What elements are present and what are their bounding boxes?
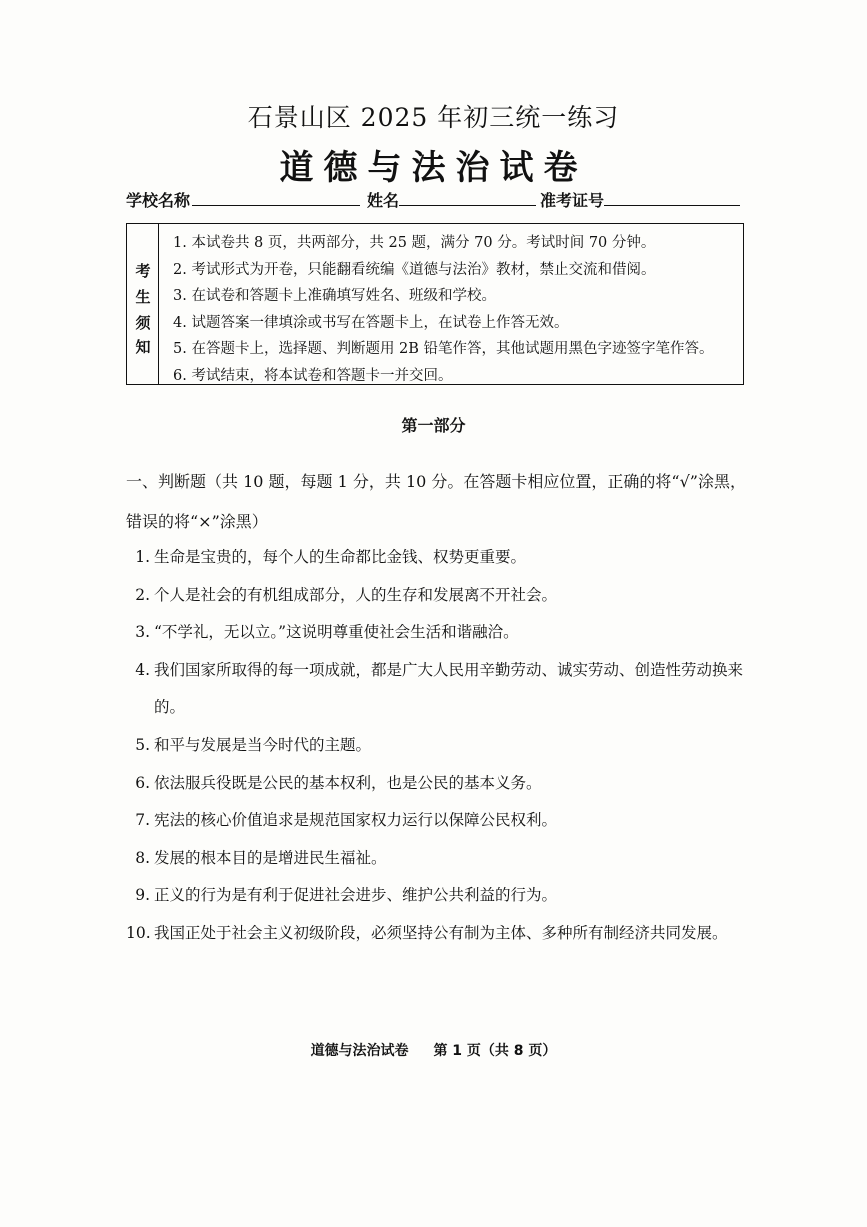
notice-side-label xyxy=(127,224,159,384)
question-item xyxy=(126,652,756,727)
question-text: 我国正处于社会主义初级阶段，必须坚持公有制为主体、多种所有制经济共同发展。 xyxy=(154,923,728,942)
student-info-row xyxy=(126,188,741,212)
notice-side-char: 生 xyxy=(135,288,151,306)
question-text: 正义的行为是有利于促进社会进步、维护公共利益的行为。 xyxy=(154,886,558,905)
student-name-label: 姓名 xyxy=(367,191,400,210)
notice-side-char: 考 xyxy=(135,262,151,280)
footer-page-number: 第 1 页（共 8 页） xyxy=(433,1043,557,1059)
question-number: 3. xyxy=(135,623,150,642)
notice-side-char: 须 xyxy=(135,314,151,332)
question-number: 10. xyxy=(126,923,151,942)
notice-list xyxy=(173,230,743,389)
page-footer xyxy=(0,1040,867,1060)
notice-item: 1. 本试卷共 8 页，共两部分，共 25 题，满分 70 分。考试时间 70 分钟。 xyxy=(173,235,656,251)
question-text: 和平与发展是当今时代的主题。 xyxy=(154,735,372,754)
question-text: 个人是社会的有机组成部分，人的生存和发展离不开社会。 xyxy=(154,585,558,604)
notice-item: 4. 试题答案一律填涂或书写在答题卡上，在试卷上作答无效。 xyxy=(173,314,569,331)
exam-id-field[interactable] xyxy=(604,205,740,206)
question-number: 8. xyxy=(135,848,150,867)
question-item xyxy=(126,577,756,615)
question-text: 生命是宝贵的，每个人的生命都比金钱、权势更重要。 xyxy=(154,548,527,566)
notice-side-char: 知 xyxy=(135,338,151,356)
question-text: 我们国家所取得的每一项成就，都是广大人民用辛勤劳动、诚实劳动、创造性劳动换来的。 xyxy=(154,660,744,717)
question-number: 7. xyxy=(135,811,150,830)
section-instruction: 一、判断题（共 10 题，每题 1 分，共 10 分。在答题卡相应位置，正确的将“√”涂黑， xyxy=(126,472,746,491)
footer-subject: 道德与法治试卷 xyxy=(310,1043,409,1059)
question-item xyxy=(126,539,756,577)
question-item xyxy=(126,802,756,840)
notice-item: 5. 在答题卡上，选择题、判断题用 2B 铅笔作答，其他试题用黑色字迹签字笔作答。 xyxy=(173,341,714,357)
exam-id-label: 准考证号 xyxy=(540,191,605,210)
exam-notice-box xyxy=(126,223,744,385)
question-item xyxy=(126,840,756,878)
question-number: 2. xyxy=(135,585,150,604)
question-item xyxy=(126,877,756,915)
question-item xyxy=(126,727,756,765)
question-number: 6. xyxy=(135,773,150,792)
question-number: 1. xyxy=(135,548,150,566)
school-name-field[interactable] xyxy=(192,205,360,206)
exam-title: 道德与法治试卷 xyxy=(279,148,588,188)
question-list xyxy=(126,539,756,953)
question-text: 发展的根本目的是增进民生福祉。 xyxy=(154,848,387,867)
question-item xyxy=(126,614,756,652)
question-number: 9. xyxy=(135,886,150,905)
question-item xyxy=(126,765,756,803)
notice-item: 3. 在试卷和答题卡上准确填写姓名、班级和学校。 xyxy=(173,288,496,304)
notice-item: 2. 考试形式为开卷，只能翻看统编《道德与法治》教材，禁止交流和借阅。 xyxy=(173,261,656,278)
school-name-label: 学校名称 xyxy=(126,191,191,210)
section-title: 第一部分 xyxy=(401,416,466,435)
question-text: 依法服兵役既是公民的基本权利，也是公民的基本义务。 xyxy=(154,773,542,792)
student-name-field[interactable] xyxy=(399,205,536,206)
question-number: 5. xyxy=(135,735,150,754)
question-number: 4. xyxy=(135,660,150,679)
exam-subtitle: 石景山区 2025 年初三统一练习 xyxy=(247,103,620,132)
question-text: 宪法的核心价值追求是规范国家权力运行以保障公民权利。 xyxy=(154,811,558,830)
question-item xyxy=(126,915,756,953)
notice-item: 6. 考试结束，将本试卷和答题卡一并交回。 xyxy=(173,367,453,384)
question-text: “不学礼，无以立。”这说明尊重使社会生活和谐融洽。 xyxy=(154,623,519,642)
section-instruction-continued: 错误的将“×”涂黑） xyxy=(126,512,268,531)
